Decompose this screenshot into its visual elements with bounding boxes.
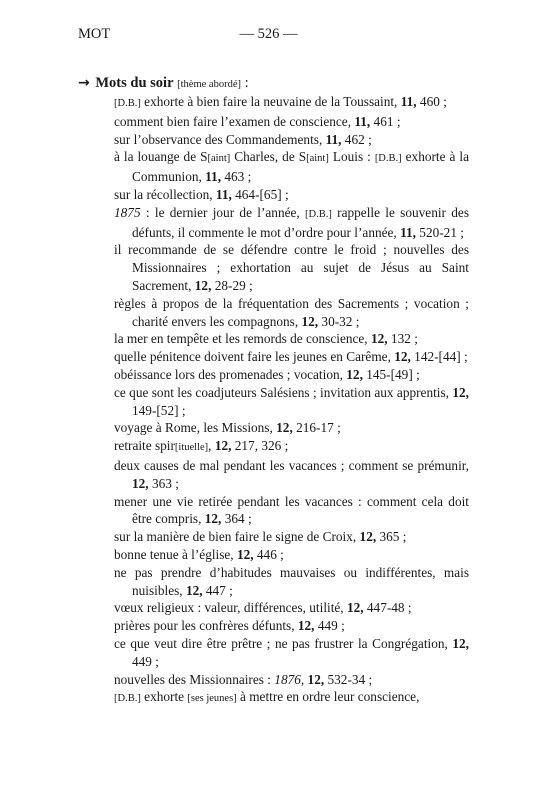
index-entry: mener une vie retirée pendant les vacances : comment cela doit être compris, 12, 364 ;: [114, 493, 469, 527]
index-entry: 1875 : le dernier jour de l’année, [D.B.] rappelle le souvenir des défunts, il commente le mot d’ordre pour l’année, 11, 520-21 ;: [114, 204, 469, 240]
index-entries: [114, 93, 469, 708]
index-heading: [78, 75, 249, 92]
heading-note: [thème abordé]: [177, 79, 241, 90]
index-entry: règles à propos de la fréquentation des Sacrements ; vocation ; charité envers les compagnons, 12, 30-32 ;: [114, 295, 469, 329]
heading-colon: :: [240, 75, 249, 91]
index-entry: sur la récollection, 11, 464-[65] ;: [114, 186, 289, 202]
heading-title: Mots du soir: [95, 75, 174, 91]
index-entry: voyage à Rome, les Missions, 12, 216-17 ;: [114, 420, 341, 436]
index-entry: obéissance lors des promenades ; vocation, 12, 145-[49] ;: [114, 366, 420, 382]
index-entry: deux causes de mal pendant les vacances ; comment se prémunir, 12, 363 ;: [114, 457, 469, 491]
index-entry: il recommande de se défendre contre le froid ; nouvelles des Missionnaires ; exhortation au sujet de Jésus au Saint Sacrement, 12, 28-29 ;: [114, 242, 469, 293]
index-entry: ne pas prendre d’habitudes mauvaises ou indifférentes, mais nuisibles, 12, 447 ;: [114, 564, 469, 598]
running-head: [78, 26, 459, 46]
index-entry: à la louange de S[aint] Charles, de S[aint] Louis : [D.B.] exhorte à la Communion, 11, 463 ;: [114, 149, 469, 185]
index-entry: quelle pénitence doivent faire les jeunes en Carême, 12, 142-[44] ;: [114, 349, 468, 365]
index-entry: la mer en tempête et les remords de conscience, 12, 132 ;: [114, 331, 418, 347]
index-entry: retraite spir[ituelle], 12, 217, 326 ;: [114, 438, 289, 454]
index-entry: vœux religieux : valeur, différences, utilité, 12, 447-48 ;: [114, 600, 412, 616]
arrow-right-icon: →: [78, 75, 90, 91]
index-entry: bonne tenue à l’église, 12, 446 ;: [114, 546, 284, 562]
index-entry: prières pour les confrères défunts, 12, 449 ;: [114, 618, 345, 634]
index-entry: nouvelles des Missionnaires : 1876, 12, 532-34 ;: [114, 671, 373, 687]
index-entry: [D.B.] exhorte [ses jeunes] à mettre en ordre leur conscience,: [114, 689, 420, 705]
index-entry: comment bien faire l’examen de conscience, 11, 461 ;: [114, 113, 401, 129]
running-head-keyword: MOT: [78, 26, 111, 42]
index-entry: [D.B.] exhorte à bien faire la neuvaine de la Toussaint, 11, 460 ;: [114, 94, 447, 109]
page-number: — 526 —: [239, 26, 298, 42]
index-entry: sur la manière de bien faire le signe de Croix, 12, 365 ;: [114, 529, 407, 545]
index-entry: sur l’observance des Commandements, 11, 462 ;: [114, 131, 372, 147]
index-entry: ce que veut dire être prêtre ; ne pas frustrer la Congrégation, 12, 449 ;: [114, 635, 469, 669]
index-entry: ce que sont les coadjuteurs Salésiens ; invitation aux apprentis, 12, 149-[52] ;: [114, 384, 469, 418]
